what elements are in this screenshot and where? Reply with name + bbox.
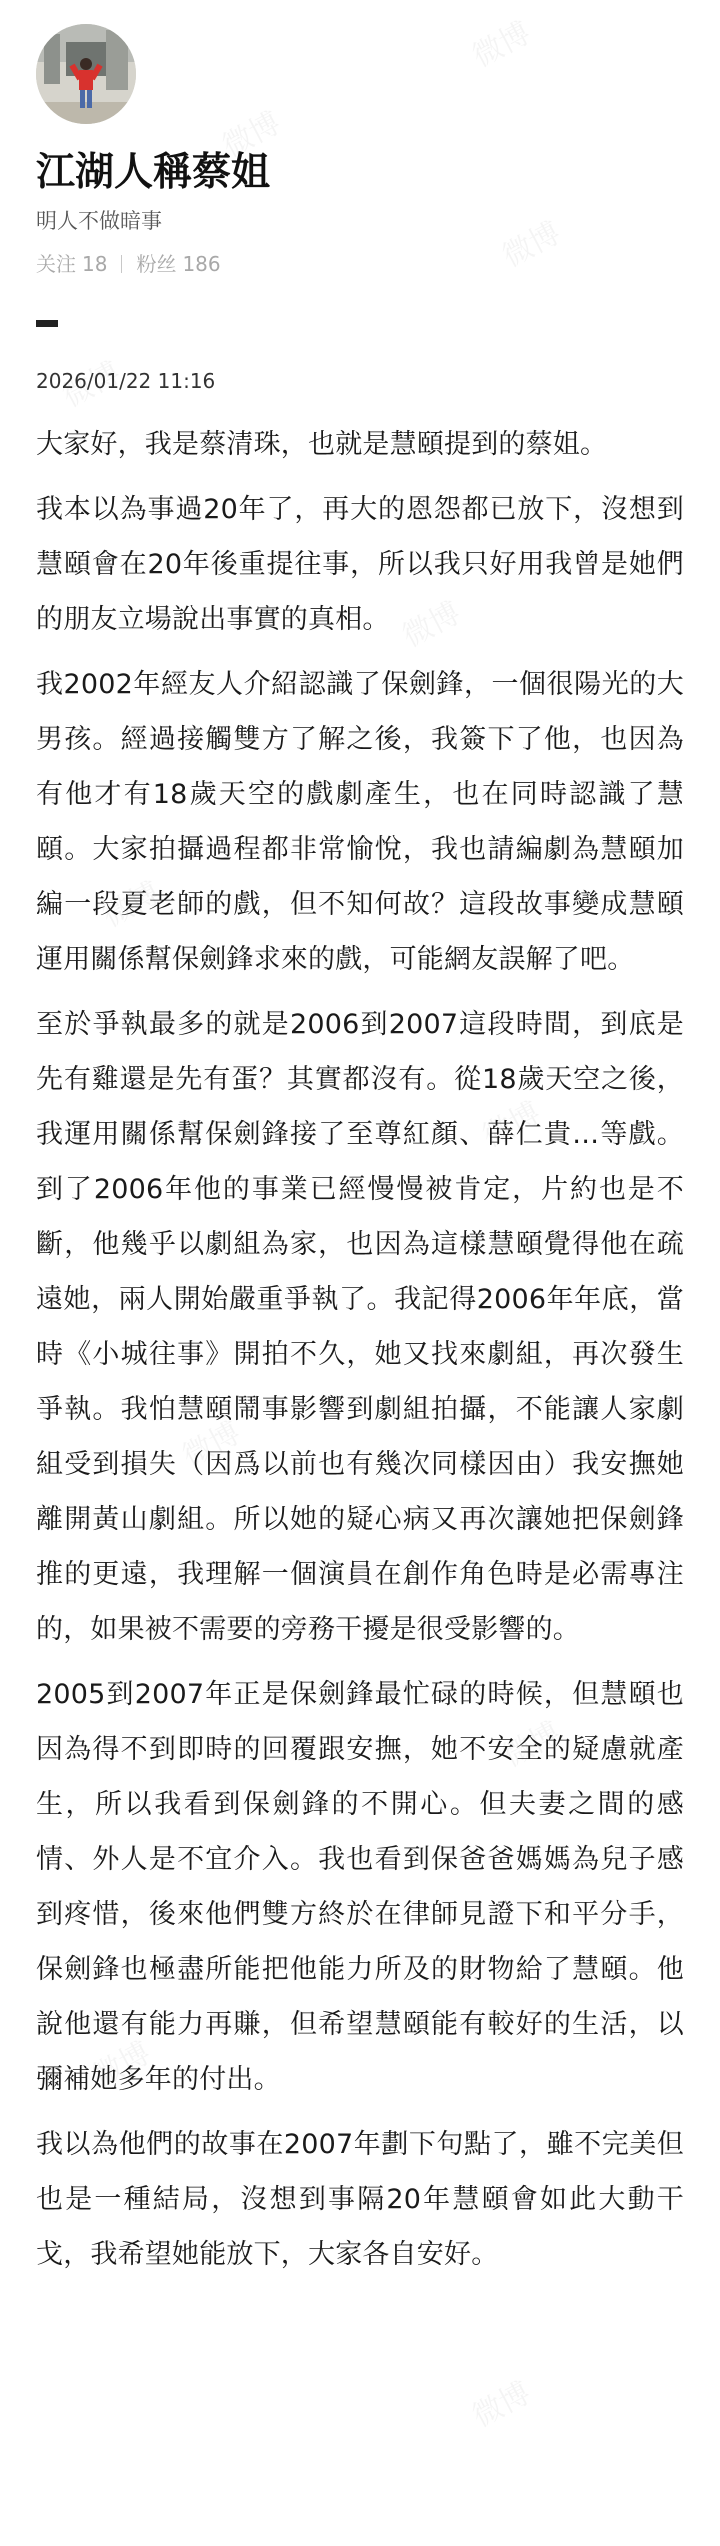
post-paragraph: 我以為他們的故事在2007年劃下句點了，雖不完美但也是一種結局，沒想到事隔20年慧頤會如此大動干戈，我希望她能放下，大家各自安好。 bbox=[36, 2129, 684, 2270]
post-paragraph: 我本以為事過20年了，再大的恩怨都已放下，沒想到慧頤會在20年後重提往事，所以我只好用我曾是她們的朋友立場說出事實的真相。 bbox=[36, 494, 684, 635]
post-body bbox=[36, 417, 684, 2282]
following-stat[interactable] bbox=[36, 250, 107, 278]
watermark bbox=[463, 8, 537, 75]
author-stats bbox=[36, 250, 684, 278]
followers-label: 粉丝 bbox=[136, 252, 177, 276]
following-count: 18 bbox=[82, 252, 108, 276]
post-paragraph: 2005到2007年正是保劍鋒最忙碌的時候，但慧頤也因為得不到即時的回覆跟安撫，她不安全的疑慮就產生，所以我看到保劍鋒的不開心。但夫妻之間的感情、外人是不宜介入。我也看到保爸爸媽媽為兒子感到疼惜，後來他們雙方終於在律師見證下和平分手，保劍鋒也極盡所能把他能力所及的財物給了慧頤。他說他還有能力再賺，但希望慧頤能有較好的生活，以彌補她多年的付出。 bbox=[36, 1679, 684, 2095]
post-timestamp: 2026/01/22 11:16 bbox=[36, 369, 216, 393]
section-divider bbox=[36, 320, 58, 327]
post-paragraph: 我2002年經友人介紹認識了保劍鋒，一個很陽光的大男孩。經過接觸雙方了解之後，我簽下了他，也因為有他才有18歲天空的戲劇產生，也在同時認識了慧頤。大家拍攝過程都非常愉悅，我也請編劇為慧頤加編一段夏老師的戲，但不知何故？這段故事變成慧頤運用關係幫保劍鋒求來的戲，可能網友誤解了吧。 bbox=[36, 669, 684, 975]
avatar-photo-icon bbox=[36, 24, 136, 124]
author-name[interactable]: 江湖人稱蔡姐 bbox=[36, 150, 271, 195]
watermark bbox=[463, 2368, 537, 2435]
post-paragraph: 至於爭執最多的就是2006到2007這段時間，到底是先有雞還是先有蛋？其實都沒有。從18歲天空之後，我運用關係幫保劍鋒接了至尊紅顏、薛仁貴…等戲。到了2006年他的事業已經慢慢被肯定，片約也是不斷，他幾乎以劇組為家，也因為這樣慧頤覺得他在疏遠她，兩人開始嚴重爭執了。我記得2006年年底，當時《小城往事》開拍不久，她又找來劇組，再次發生爭執。我怕慧頤鬧事影響到劇組拍攝，不能讓人家劇組受到損失（因爲以前也有幾次同樣因由）我安撫她離開黃山劇組。所以她的疑心病又再次讓她把保劍鋒推的更遠，我理解一個演員在創作角色時是必需專注的，如果被不需要的旁務干擾是很受影響的。 bbox=[36, 1009, 684, 1645]
author-bio: 明人不做暗事 bbox=[36, 209, 162, 233]
followers-count: 186 bbox=[182, 252, 221, 276]
avatar[interactable] bbox=[36, 24, 136, 124]
post-paragraph: 大家好，我是蔡清珠，也就是慧頤提到的蔡姐。 bbox=[36, 429, 608, 460]
followers-stat[interactable] bbox=[136, 250, 220, 278]
following-label: 关注 bbox=[36, 252, 76, 276]
stats-divider bbox=[121, 255, 122, 273]
